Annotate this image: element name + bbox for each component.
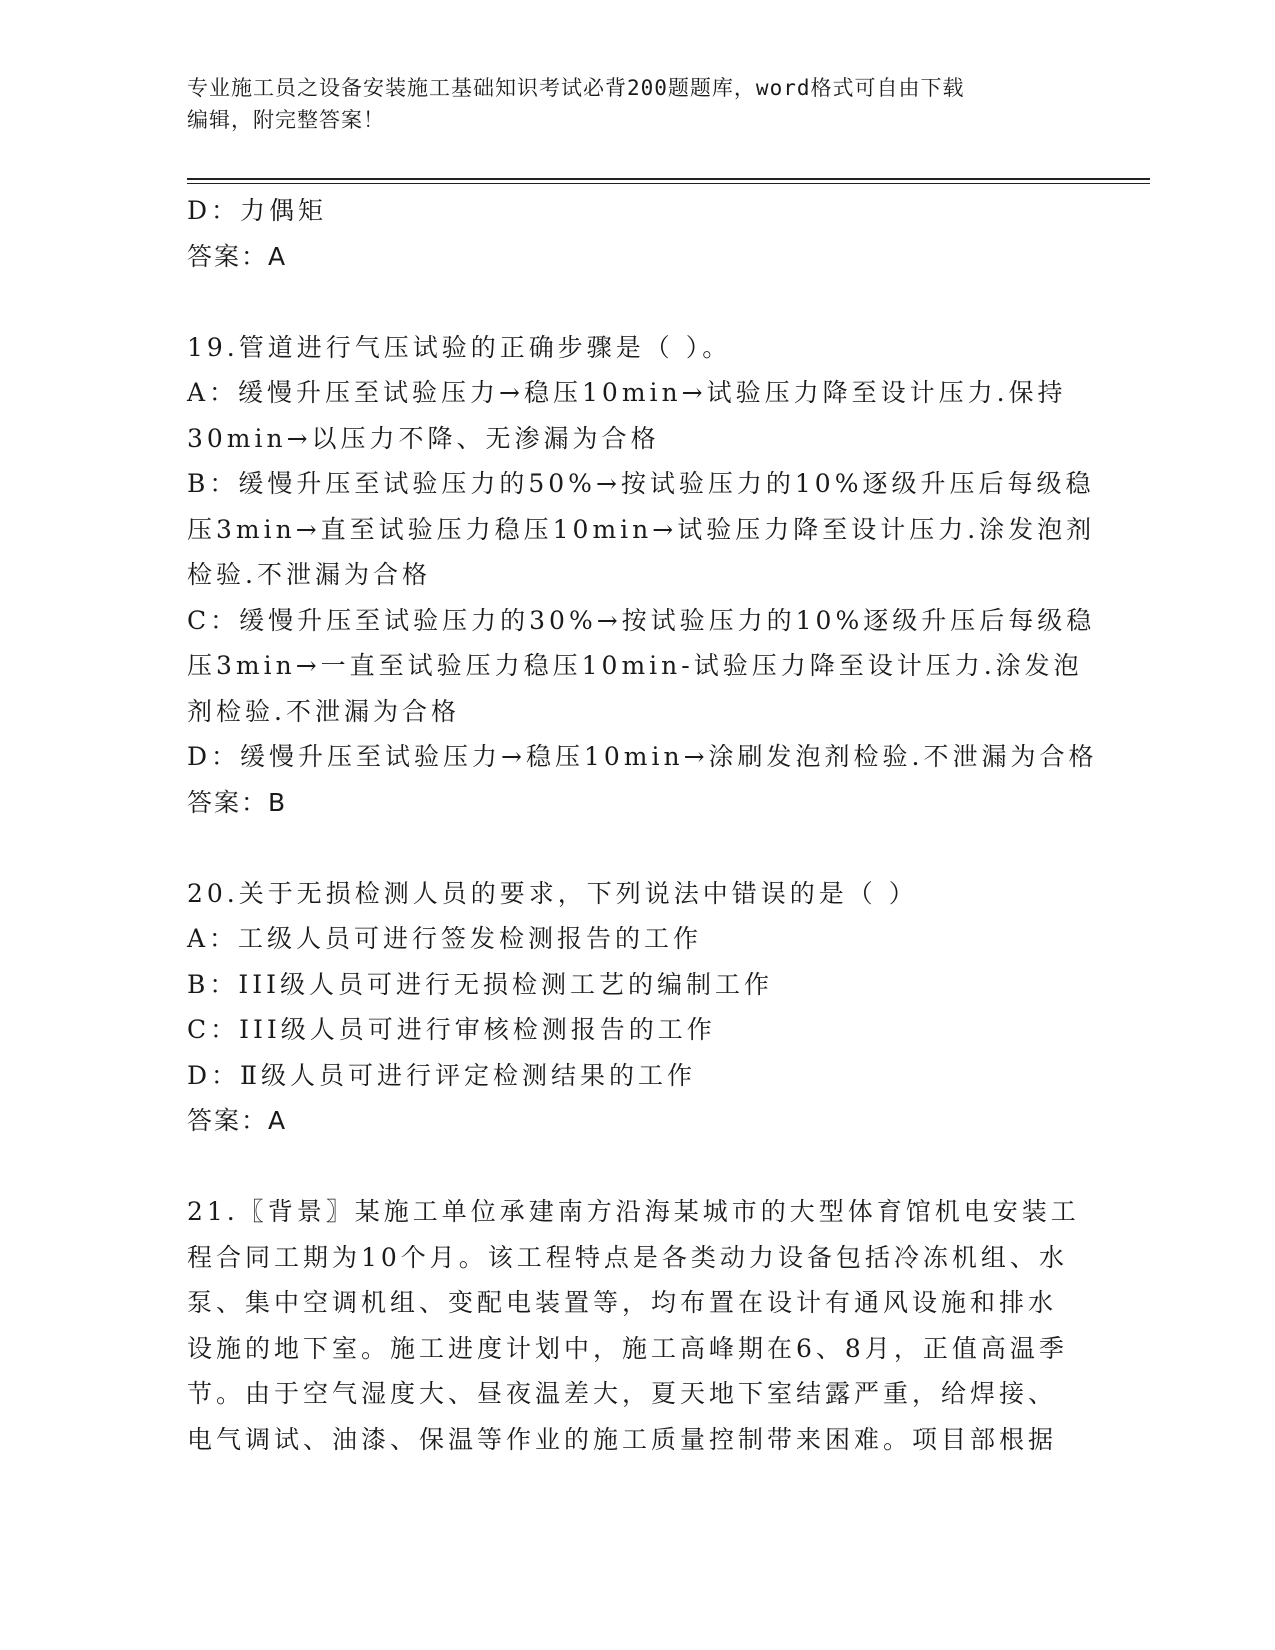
- question-21: [187, 1189, 1087, 1462]
- question-text-line-4: 设施的地下室。施工进度计划中，施工高峰期在6、8月，正值高温季: [187, 1333, 1068, 1363]
- question-18-tail: [187, 188, 1087, 279]
- option-a: A：工级人员可进行签发检测报告的工作: [187, 924, 703, 953]
- document-body: [187, 188, 1098, 1462]
- question-text-line-3: 泵、集中空调机组、变配电装置等，均布置在设计有通风设施和排水: [187, 1288, 1058, 1317]
- answer-line: 答案：A: [187, 241, 288, 271]
- option-b: B：III级人员可进行无损检测工艺的编制工作: [187, 969, 773, 999]
- question-20: [187, 871, 1087, 1144]
- option-c-line-2: 压3min→一直至试验压力稳压10min-试验压力降至设计压力.涂发泡: [187, 651, 1083, 680]
- header-divider-thin: [187, 183, 1150, 184]
- option-c: C：III级人员可进行审核检测报告的工作: [187, 1015, 716, 1044]
- question-text-line-6: 电气调试、油漆、保温等作业的施工质量控制带来困难。项目部根据: [187, 1424, 1058, 1454]
- spacer: [187, 825, 1087, 871]
- option-b-line-3: 检验.不泄漏为合格: [187, 560, 431, 589]
- answer-line: 答案：A: [187, 1106, 288, 1135]
- option-b-line-1: B：缓慢升压至试验压力的50%→按试验压力的10%逐级升压后每级稳: [187, 469, 1095, 498]
- option-c-line-3: 剂检验.不泄漏为合格: [187, 696, 460, 726]
- question-19: [187, 325, 1098, 826]
- option-a-line-1: A：缓慢升压至试验压力→稳压10min→试验压力降至设计压力.保持: [187, 378, 1067, 407]
- header-divider-thick: [187, 178, 1150, 180]
- header-title-line-2: 编辑，附完整答案！: [187, 108, 385, 132]
- option-c-line-1: C：缓慢升压至试验压力的30%→按试验压力的10%逐级升压后每级稳: [187, 605, 1096, 635]
- option-a-line-2: 30min→以压力不降、无渗漏为合格: [187, 423, 660, 453]
- question-text-line-2: 程合同工期为10个月。该工程特点是各类动力设备包括冷冻机组、水: [187, 1242, 1068, 1272]
- question-stem: 19.管道进行气压试验的正确步骤是（ ）。: [187, 332, 732, 362]
- question-text-line-5: 节。由于空气湿度大、昼夜温差大，夏天地下室结露严重，给焊接、: [187, 1379, 1058, 1408]
- question-stem: 20.关于无损检测人员的要求，下列说法中错误的是（ ）: [187, 878, 918, 908]
- header-title-line-1: 专业施工员之设备安装施工基础知识考试必背200题题库，word格式可自由下载: [187, 76, 965, 100]
- option-d: D：力偶矩: [187, 196, 328, 225]
- page-header: [187, 72, 1087, 136]
- option-d: D：Ⅱ级人员可进行评定检测结果的工作: [187, 1060, 697, 1090]
- option-b-line-2: 压3min→直至试验压力稳压10min→试验压力降至设计压力.涂发泡剂: [187, 514, 1096, 544]
- question-text-line-1: 21.〖背景〗某施工单位承建南方沿海某城市的大型体育馆机电安装工: [187, 1197, 1080, 1226]
- answer-line: 答案：B: [187, 787, 288, 817]
- spacer: [187, 279, 1087, 325]
- option-d: D：缓慢升压至试验压力→稳压10min→涂刷发泡剂检验.不泄漏为合格: [187, 742, 1098, 771]
- spacer: [187, 1144, 1087, 1190]
